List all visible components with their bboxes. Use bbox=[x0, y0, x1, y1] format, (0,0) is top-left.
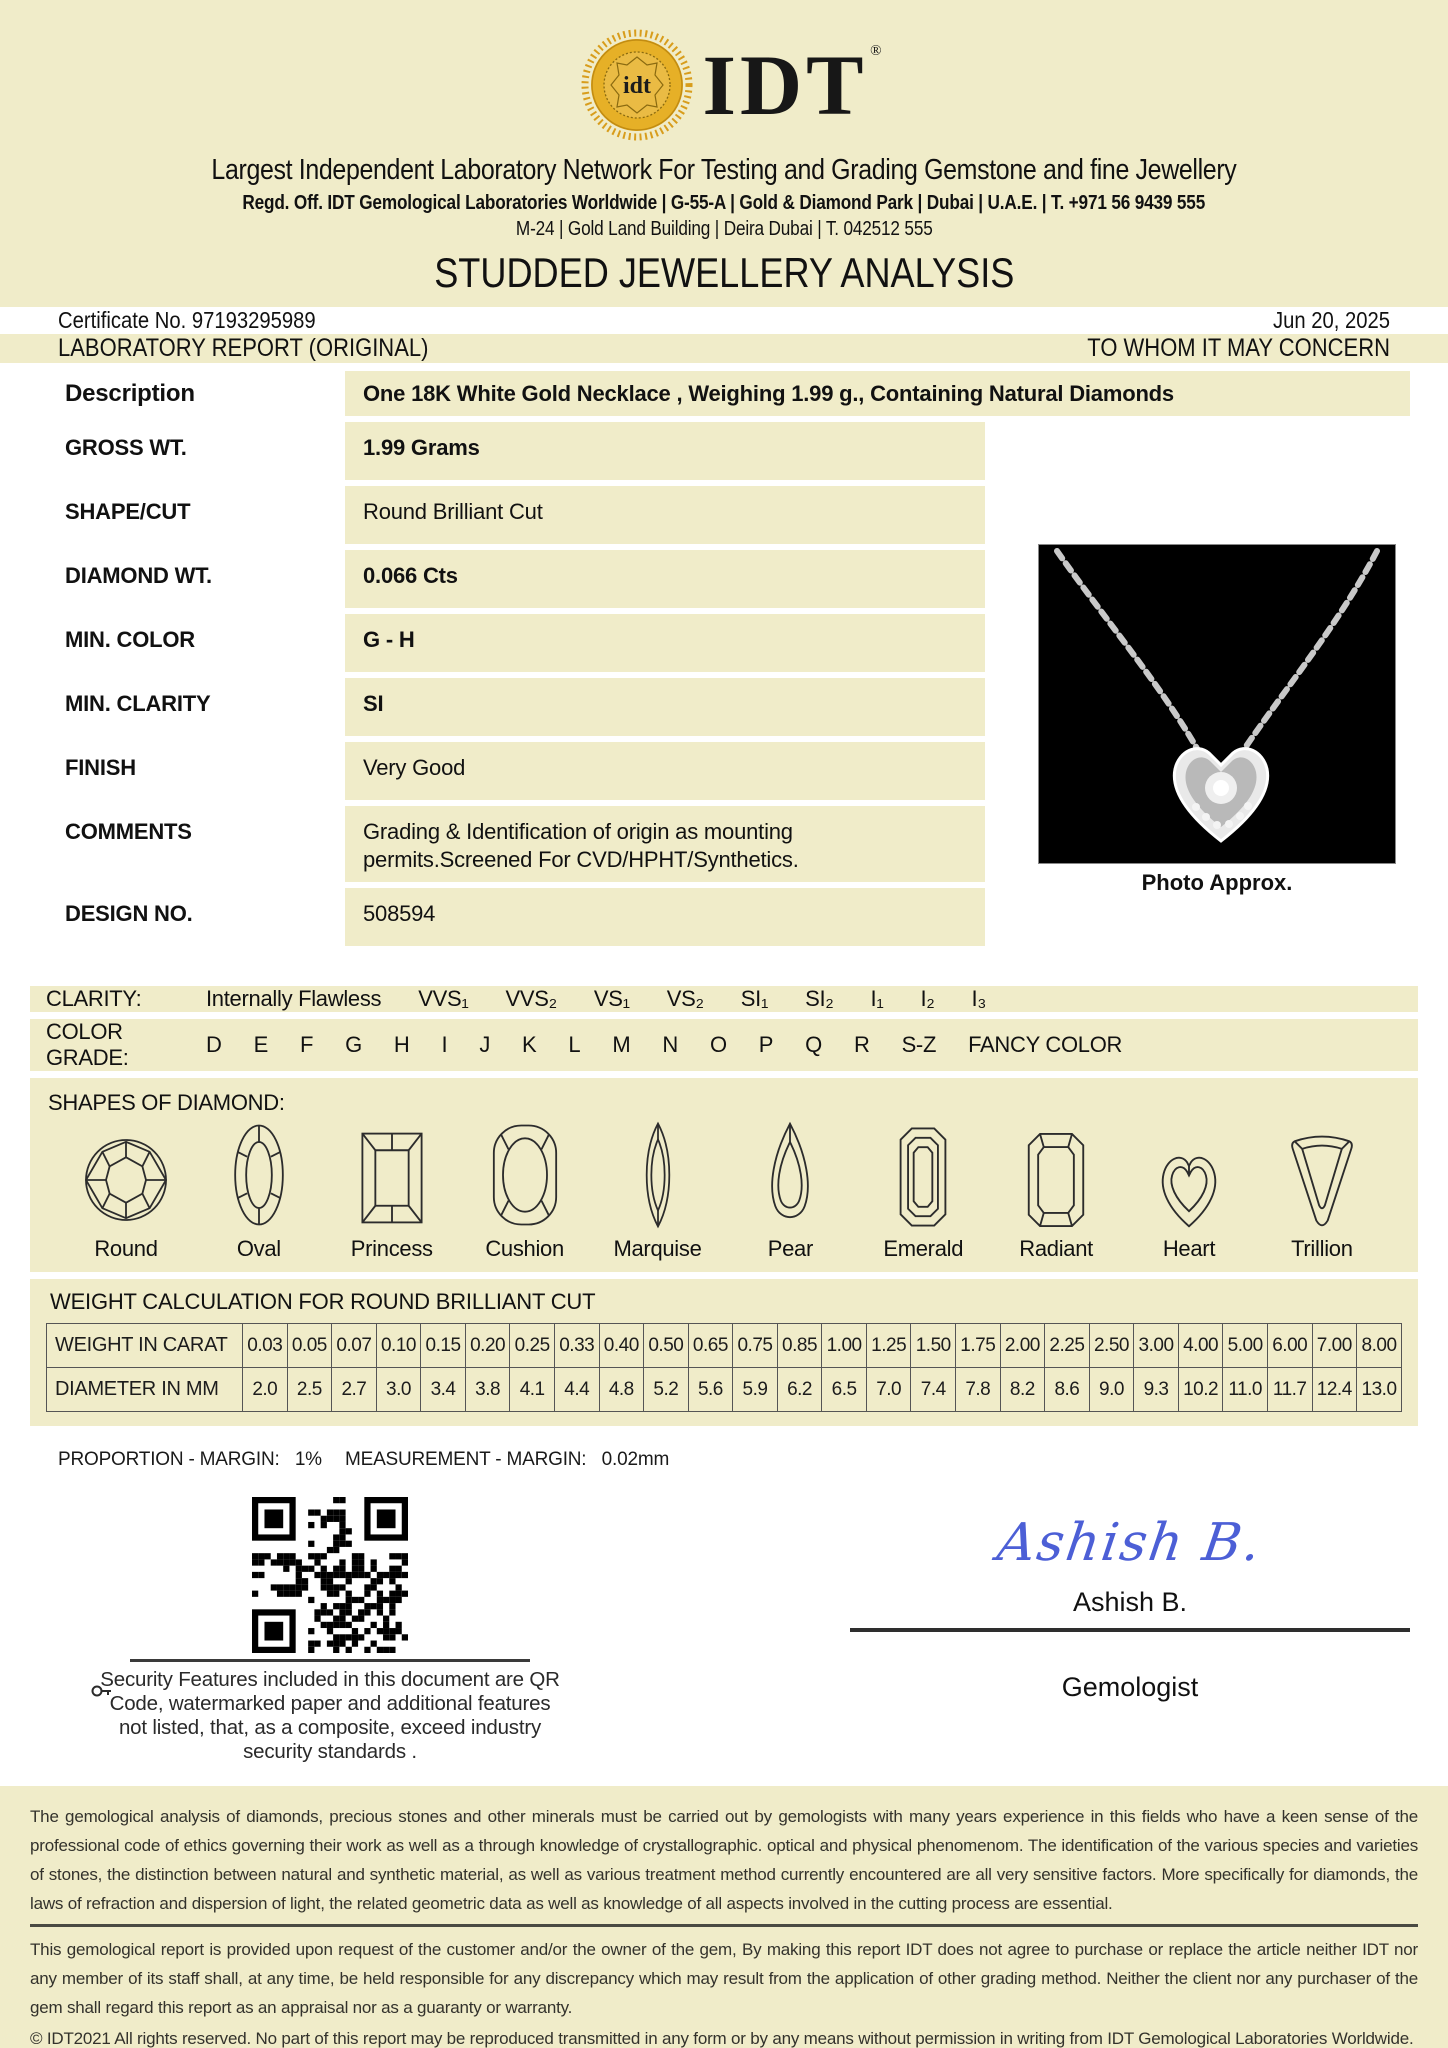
field-value: G - H bbox=[345, 614, 985, 672]
certificate-number: Certificate No. 97193295989 bbox=[58, 307, 316, 333]
heart-shape-icon bbox=[1156, 1136, 1222, 1230]
field-value: Grading & Identification of origin as mounting permits.Screened For CVD/HPHT/Synthetics. bbox=[345, 806, 985, 882]
carat-cell: 0.05 bbox=[287, 1324, 332, 1368]
color-grade: F bbox=[299, 1032, 314, 1057]
color-grade-scale bbox=[30, 1019, 1418, 1071]
diameter-cell: 4.8 bbox=[599, 1368, 644, 1412]
carat-cell: 0.40 bbox=[599, 1324, 644, 1368]
signature-block bbox=[850, 1497, 1410, 1764]
photo-block bbox=[1038, 544, 1396, 896]
shape-trillion: Trillion bbox=[1268, 1120, 1376, 1262]
clarity-grade: Internally Flawless bbox=[206, 986, 382, 1011]
diameter-cell: 4.1 bbox=[510, 1368, 555, 1412]
field-label: COMMENTS bbox=[65, 819, 192, 844]
proportion-margin-label: PROPORTION - MARGIN: bbox=[58, 1449, 280, 1470]
carat-cell: 0.85 bbox=[777, 1324, 822, 1368]
proportion-margin-value: 1% bbox=[294, 1449, 322, 1470]
clarity-grade: SI₂ bbox=[805, 986, 834, 1011]
diameter-cell: 5.9 bbox=[733, 1368, 778, 1412]
detail-row bbox=[0, 486, 1448, 544]
certificate-row bbox=[0, 307, 1448, 334]
carat-row-label: WEIGHT IN CARAT bbox=[47, 1324, 243, 1368]
carat-cell: 0.75 bbox=[733, 1324, 778, 1368]
shape-oval: Oval bbox=[205, 1120, 313, 1262]
carat-cell: 0.65 bbox=[688, 1324, 733, 1368]
shape-marquise: Marquise bbox=[604, 1120, 712, 1262]
field-value: 1.99 Grams bbox=[345, 422, 985, 480]
color-grade: R bbox=[853, 1032, 870, 1057]
footer-paragraph-1: The gemological analysis of diamonds, precious stones and other minerals must be carried out by gemologists with many years experience in this fields who have a keen sense of the professional code of ethics governing their work as well as a through knowledge of crystallographic. optical and physical phenomenom. The identification of the various species and varieties of stones, the distinction between natural and synthetic material, as well as various treatment method currently encountered are all very sensitive factors. More specifically for diamonds, the laws of refraction and dispersion of light, the related geometric data as well as knowledge of all aspects involved in the cutting process are essential. bbox=[30, 1807, 1418, 1913]
carat-cell: 2.00 bbox=[1000, 1324, 1045, 1368]
marquise-shape-icon bbox=[634, 1120, 682, 1230]
bottom-section bbox=[0, 1497, 1448, 1764]
tagline: Largest Independent Laboratory Network For Testing and Grading Gemstone and fine Jewellery bbox=[211, 154, 1237, 186]
pear-shape-icon bbox=[760, 1120, 820, 1230]
field-label: DIAMOND WT. bbox=[65, 563, 212, 588]
weight-calculation-section bbox=[30, 1279, 1418, 1426]
field-label: Description bbox=[65, 380, 195, 407]
registered-mark: ® bbox=[870, 43, 886, 59]
weight-table-title: WEIGHT CALCULATION FOR ROUND BRILLIANT CUT bbox=[50, 1289, 596, 1314]
details-section bbox=[0, 363, 1448, 986]
color-grade: O bbox=[709, 1032, 727, 1057]
carat-cell: 5.00 bbox=[1223, 1324, 1268, 1368]
shapes-label: SHAPES OF DIAMOND: bbox=[48, 1090, 285, 1115]
carat-cell: 4.00 bbox=[1178, 1324, 1223, 1368]
carat-cell: 7.00 bbox=[1312, 1324, 1357, 1368]
diameter-cell: 11.0 bbox=[1223, 1368, 1268, 1412]
carat-cell: 0.15 bbox=[421, 1324, 466, 1368]
cushion-shape-icon bbox=[488, 1120, 562, 1230]
shape-pear: Pear bbox=[736, 1120, 844, 1262]
clarity-label: CLARITY: bbox=[46, 986, 142, 1011]
diameter-cell: 10.2 bbox=[1178, 1368, 1223, 1412]
diameter-cell: 3.8 bbox=[465, 1368, 510, 1412]
color-grade: J bbox=[479, 1032, 491, 1057]
address-line-1: Regd. Off. IDT Gemological Laboratories Worldwide | G-55-A | Gold & Diamond Park | Dubai | U.A.E. | T. +971 56 9439 555 bbox=[242, 192, 1206, 214]
diameter-cell: 7.8 bbox=[956, 1368, 1001, 1412]
clarity-grade: I₂ bbox=[920, 986, 935, 1011]
shape-cushion: Cushion bbox=[471, 1120, 579, 1262]
diameter-cell: 3.4 bbox=[421, 1368, 466, 1412]
field-value: Round Brilliant Cut bbox=[345, 486, 985, 544]
signatory-title: Gemologist bbox=[1061, 1672, 1199, 1702]
clarity-grade: VVS₂ bbox=[505, 986, 557, 1011]
color-grade-label: COLOR GRADE: bbox=[46, 1019, 129, 1070]
certificate-date: Jun 20, 2025 bbox=[1272, 307, 1390, 333]
field-label: SHAPE/CUT bbox=[65, 499, 191, 524]
qr-underline bbox=[130, 1659, 530, 1662]
clarity-grade: VVS₁ bbox=[418, 986, 469, 1011]
field-value: Very Good bbox=[345, 742, 985, 800]
field-label: MIN. CLARITY bbox=[65, 691, 211, 716]
seal-idt-text: idt bbox=[622, 73, 651, 99]
diameter-cell: 6.5 bbox=[822, 1368, 867, 1412]
field-label: MIN. COLOR bbox=[65, 627, 195, 652]
key-icon bbox=[91, 1682, 113, 1700]
emerald-shape-icon bbox=[895, 1124, 951, 1230]
carat-cell: 0.07 bbox=[332, 1324, 377, 1368]
field-value: 0.066 Cts bbox=[345, 550, 985, 608]
report-type-row bbox=[0, 334, 1448, 363]
carat-cell: 0.50 bbox=[644, 1324, 689, 1368]
carat-cell: 8.00 bbox=[1357, 1324, 1402, 1368]
color-grade: Q bbox=[805, 1032, 822, 1057]
logo-wordmark: IDT ® bbox=[702, 37, 886, 133]
necklace-photo bbox=[1038, 544, 1396, 864]
footer-divider bbox=[30, 1924, 1418, 1927]
carat-cell: 0.25 bbox=[510, 1324, 555, 1368]
diameter-cell: 2.7 bbox=[332, 1368, 377, 1412]
diameter-row-label: DIAMETER IN MM bbox=[47, 1368, 243, 1412]
diameter-cell: 5.2 bbox=[644, 1368, 689, 1412]
report-type: LABORATORY REPORT (ORIGINAL) bbox=[58, 334, 429, 362]
diameter-cell: 7.4 bbox=[911, 1368, 956, 1412]
carat-cell: 1.50 bbox=[911, 1324, 956, 1368]
color-grade: S-Z bbox=[901, 1032, 937, 1057]
margins-line bbox=[0, 1433, 1448, 1471]
idt-seal-icon bbox=[581, 29, 693, 141]
carat-cell: 2.50 bbox=[1089, 1324, 1134, 1368]
security-note: Security Features included in this document are QR Code, watermarked paper and additional features not listed, that, as a composite, exceed industry security standards . bbox=[95, 1668, 565, 1764]
signature-script: Ashish B. bbox=[993, 1513, 1267, 1573]
shape-emerald: Emerald bbox=[869, 1120, 977, 1262]
diameter-cell: 11.7 bbox=[1267, 1368, 1312, 1412]
header bbox=[0, 0, 1448, 307]
diameter-cell: 4.4 bbox=[554, 1368, 599, 1412]
color-grade: FANCY COLOR bbox=[968, 1032, 1123, 1057]
trillion-shape-icon bbox=[1287, 1130, 1357, 1230]
detail-row bbox=[0, 371, 1448, 416]
field-label: GROSS WT. bbox=[65, 435, 187, 460]
clarity-grade: I₃ bbox=[971, 986, 986, 1011]
measurement-margin-label: MEASUREMENT - MARGIN: bbox=[344, 1449, 587, 1470]
field-value: One 18K White Gold Necklace , Weighing 1.99 g., Containing Natural Diamonds bbox=[345, 371, 1410, 416]
field-value: SI bbox=[345, 678, 985, 736]
carat-cell: 0.03 bbox=[243, 1324, 288, 1368]
detail-row bbox=[0, 888, 1448, 946]
diameter-cell: 3.0 bbox=[376, 1368, 421, 1412]
diameter-cell: 8.6 bbox=[1045, 1368, 1090, 1412]
color-grade: L bbox=[568, 1032, 581, 1057]
detail-row bbox=[0, 422, 1448, 480]
princess-shape-icon bbox=[355, 1126, 429, 1230]
field-value: 508594 bbox=[345, 888, 985, 946]
measurement-margin-value: 0.02mm bbox=[601, 1449, 670, 1470]
color-grade: K bbox=[522, 1032, 537, 1057]
diameter-cell: 12.4 bbox=[1312, 1368, 1357, 1412]
carat-cell: 1.00 bbox=[822, 1324, 867, 1368]
diameter-cell: 2.5 bbox=[287, 1368, 332, 1412]
qr-code bbox=[252, 1497, 408, 1653]
round-shape-icon bbox=[80, 1130, 172, 1230]
diameter-cell: 6.2 bbox=[777, 1368, 822, 1412]
carat-cell: 1.75 bbox=[956, 1324, 1001, 1368]
qr-block bbox=[0, 1497, 660, 1764]
color-grade: G bbox=[345, 1032, 362, 1057]
diameter-cell: 5.6 bbox=[688, 1368, 733, 1412]
color-grade: M bbox=[612, 1032, 631, 1057]
field-label: FINISH bbox=[65, 755, 136, 780]
addressee: TO WHOM IT MAY CONCERN bbox=[1087, 334, 1390, 362]
color-grade: I bbox=[441, 1032, 448, 1057]
carat-cell: 0.33 bbox=[554, 1324, 599, 1368]
footer-copyright: © IDT2021 All rights reserved. No part of this report may be reproduced transmitted in any form or by any means without permission in writing from IDT Gemological Laboratories Worldwide. bbox=[30, 2029, 1414, 2048]
color-grade: P bbox=[758, 1032, 774, 1057]
diameter-cell: 13.0 bbox=[1357, 1368, 1402, 1412]
carat-cell: 2.25 bbox=[1045, 1324, 1090, 1368]
footer bbox=[0, 1786, 1448, 2048]
signatory-name: Ashish B. bbox=[1072, 1587, 1188, 1617]
diameter-cell: 8.2 bbox=[1000, 1368, 1045, 1412]
carat-cell: 3.00 bbox=[1134, 1324, 1179, 1368]
address-line-2: M-24 | Gold Land Building | Deira Dubai | T. 042512 555 bbox=[515, 218, 933, 240]
diameter-cell: 9.0 bbox=[1089, 1368, 1134, 1412]
shape-princess: Princess bbox=[338, 1120, 446, 1262]
shape-radiant: Radiant bbox=[1002, 1120, 1110, 1262]
photo-caption: Photo Approx. bbox=[1141, 870, 1293, 895]
oval-shape-icon bbox=[230, 1120, 288, 1230]
radiant-shape-icon bbox=[1025, 1130, 1087, 1230]
report-title: STUDDED JEWELLERY ANALYSIS bbox=[433, 249, 1015, 296]
carat-cell: 0.10 bbox=[376, 1324, 421, 1368]
shape-heart: Heart bbox=[1135, 1120, 1243, 1262]
footer-paragraph-2: This gemological report is provided upon request of the customer and/or the owner of the gem, By making this report IDT does not agree to purchase or replace the article neither IDT nor any member of its staff shall, at any time, be held responsible for any discrepancy which may result from the application of other grading method. Neither the client nor any purchaser of the gem shall regard this report as an appraisal nor as a guaranty or warranty. bbox=[30, 1940, 1418, 2017]
diameter-cell: 7.0 bbox=[866, 1368, 911, 1412]
color-grade: D bbox=[206, 1032, 222, 1057]
signature-line bbox=[850, 1628, 1410, 1632]
carat-cell: 6.00 bbox=[1267, 1324, 1312, 1368]
logo bbox=[0, 22, 1448, 148]
carat-cell: 1.25 bbox=[866, 1324, 911, 1368]
color-grade: H bbox=[393, 1032, 410, 1057]
clarity-grade: VS₁ bbox=[593, 986, 630, 1011]
carat-cell: 0.20 bbox=[465, 1324, 510, 1368]
clarity-grade: I₁ bbox=[870, 986, 884, 1011]
shape-round: Round bbox=[72, 1120, 180, 1262]
clarity-grade: VS₂ bbox=[666, 986, 704, 1011]
field-label: DESIGN NO. bbox=[65, 901, 193, 926]
color-grade: N bbox=[662, 1032, 678, 1057]
clarity-scale bbox=[30, 986, 1418, 1012]
diameter-cell: 9.3 bbox=[1134, 1368, 1179, 1412]
diameter-cell: 2.0 bbox=[243, 1368, 288, 1412]
shapes-section bbox=[30, 1078, 1418, 1272]
weight-table bbox=[46, 1323, 1402, 1412]
clarity-grade: SI₁ bbox=[740, 986, 769, 1011]
color-grade: E bbox=[253, 1032, 268, 1057]
